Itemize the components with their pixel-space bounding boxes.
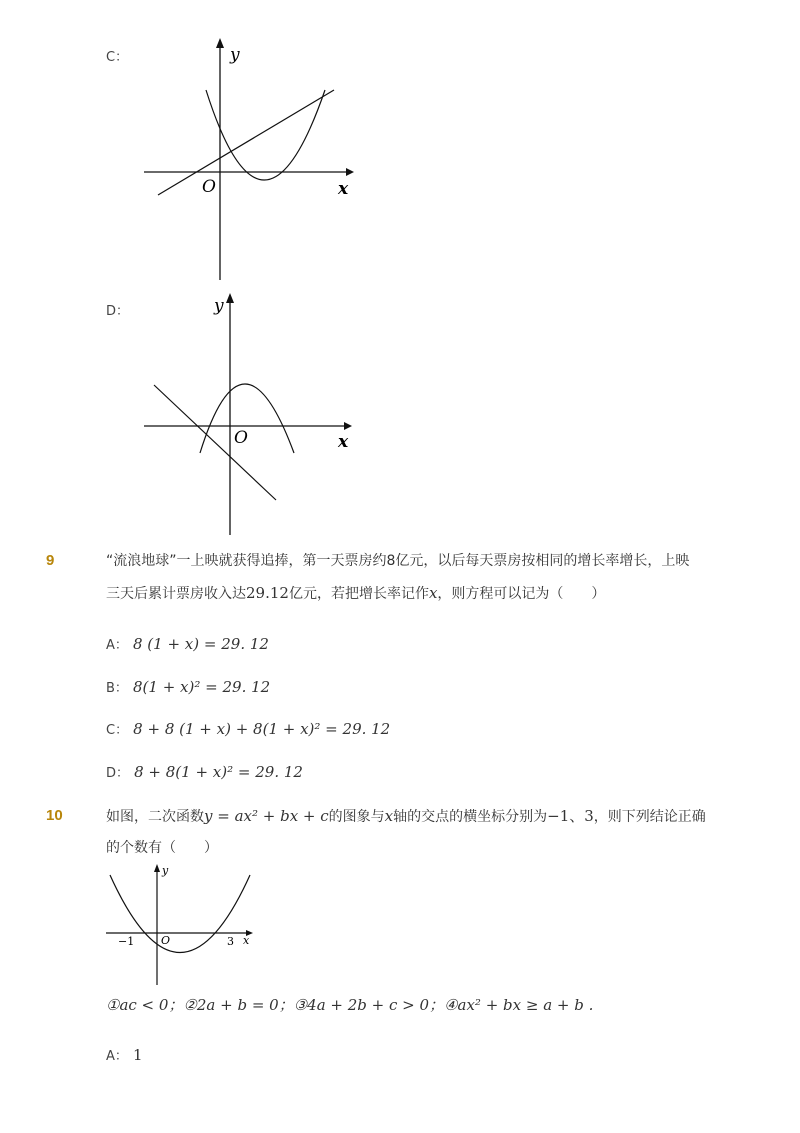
q10-y-label: y — [162, 864, 169, 877]
question-10-variable: x — [384, 807, 394, 825]
question-10-text-b: 的图象与 — [328, 809, 385, 825]
graph-c — [130, 30, 370, 290]
question-9-text-a: 三天后累计票房收入达 — [106, 586, 246, 602]
graph-c-y-label: y — [230, 45, 240, 65]
question-9-option-c[interactable] — [106, 719, 390, 738]
option-label: A： — [106, 638, 128, 653]
option-label: D： — [106, 766, 130, 781]
question-10-statements: ①ac < 0；②2a + b = 0；③4a + 2b + c > 0；④ax² + bx ≥ a + b . — [106, 996, 594, 1014]
question-10-text-d: ，则下列结论正确 — [593, 809, 706, 825]
graph-c-x-label: x — [338, 179, 349, 199]
question-9-value: 29.12 — [246, 584, 289, 602]
question-10-line-2: 的个数有（ ） — [106, 840, 218, 856]
graph-c-label: C： — [106, 50, 129, 65]
question-10-text-a: 如图，二次函数 — [106, 809, 204, 825]
graph-d-origin: O — [234, 428, 248, 448]
option-label: B： — [106, 681, 128, 696]
q10-root-left: −1 — [118, 935, 135, 948]
q10-x-label: x — [243, 934, 250, 947]
option-label: A： — [106, 1049, 128, 1064]
graph-c-origin: O — [202, 177, 216, 197]
graph-d-x-label: x — [338, 432, 349, 452]
graph-c-x-arrow — [346, 168, 354, 176]
question-10-values: −1、3 — [547, 807, 594, 825]
q10-root-right: 3 — [227, 935, 234, 948]
question-9-number: 9 — [46, 552, 55, 569]
question-9-option-b[interactable] — [106, 677, 270, 696]
graph-c-line — [158, 90, 334, 195]
question-9-line-2 — [106, 577, 746, 610]
graph-d-label: D： — [106, 304, 130, 319]
option-math: 8 (1 + x) = 29. 12 — [133, 635, 269, 653]
q10-y-arrow — [154, 864, 160, 872]
question-10-line-1 — [106, 800, 756, 833]
question-9-variable: x — [428, 584, 438, 602]
question-10-option-a[interactable] — [106, 1045, 143, 1064]
question-9-line-1: “流浪地球”一上映就获得追捧，第一天票房约8亿元，以后每天票房按相同的增长率增长，上映 — [106, 553, 690, 569]
question-10-graph — [100, 860, 260, 990]
graph-d-y-arrow — [226, 293, 234, 303]
question-10-number: 10 — [46, 807, 63, 824]
question-9-option-a[interactable] — [106, 634, 269, 653]
question-9-text-b: 亿元，若把增长率记作 — [288, 586, 429, 602]
graph-d-y-label: y — [214, 296, 224, 316]
question-10-text-c: 轴的交点的横坐标分别为 — [393, 809, 548, 825]
graph-c-y-arrow — [216, 38, 224, 48]
graph-d — [130, 285, 370, 540]
option-math: 8(1 + x)² = 29. 12 — [133, 678, 271, 696]
option-label: C： — [106, 723, 129, 738]
graph-c-parabola — [206, 90, 325, 180]
option-math: 8 + 8(1 + x)² = 29. 12 — [134, 763, 303, 781]
option-math: 8 + 8 (1 + x) + 8(1 + x)² = 29. 12 — [133, 720, 391, 738]
option-value: 1 — [133, 1046, 143, 1064]
question-9-option-d[interactable] — [106, 762, 303, 781]
question-10-function: y = ax² + bx + c — [204, 807, 329, 825]
graph-d-line — [154, 385, 276, 500]
question-9-text-c: ，则方程可以记为（ ） — [437, 586, 606, 602]
graph-d-x-arrow — [344, 422, 352, 430]
q10-origin: O — [161, 934, 171, 947]
